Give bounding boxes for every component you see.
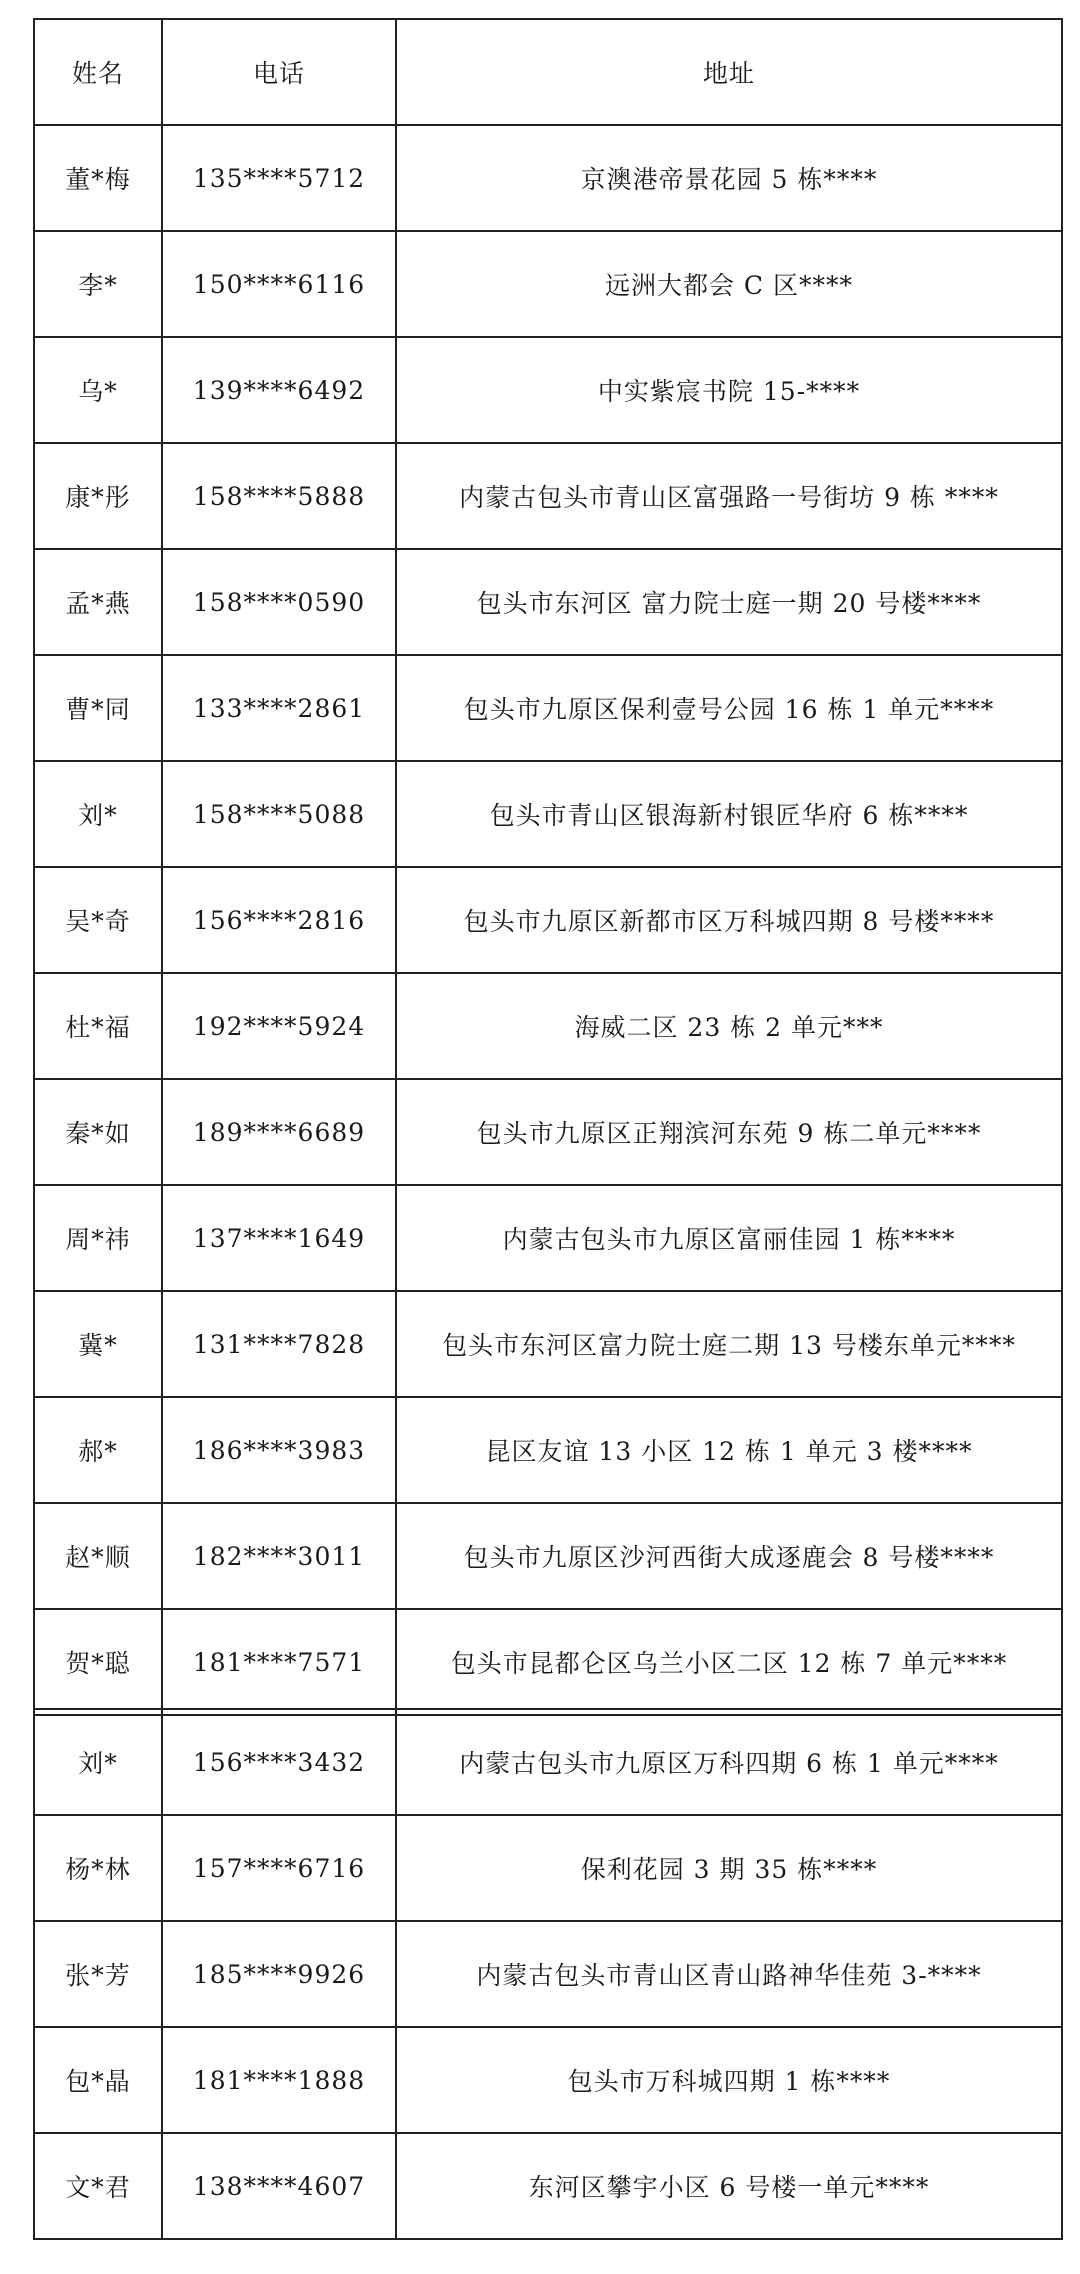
phone-cell: 158****5088 [162, 761, 396, 867]
address-cell: 内蒙古包头市九原区富丽佳园 1 栋**** [396, 1185, 1062, 1291]
table-row [34, 1709, 1062, 1815]
table-row [34, 1291, 1062, 1397]
name-cell: 周*祎 [34, 1185, 162, 1291]
address-cell: 京澳港帝景花园 5 栋**** [396, 125, 1062, 231]
name-cell: 吴*奇 [34, 867, 162, 973]
table-row [34, 1397, 1062, 1503]
address-cell: 保利花园 3 期 35 栋**** [396, 1815, 1062, 1921]
address-cell: 内蒙古包头市青山区青山路神华佳苑 3-**** [396, 1921, 1062, 2027]
table-row [34, 1503, 1062, 1609]
address-cell: 包头市东河区 富力院士庭一期 20 号楼**** [396, 549, 1062, 655]
table-row [34, 1815, 1062, 1921]
info-table-part-2 [33, 1708, 1063, 2240]
name-cell: 冀* [34, 1291, 162, 1397]
address-cell: 包头市东河区富力院士庭二期 13 号楼东单元**** [396, 1291, 1062, 1397]
info-table-part-1 [33, 18, 1063, 1716]
phone-cell: 157****6716 [162, 1815, 396, 1921]
phone-cell: 139****6492 [162, 337, 396, 443]
phone-cell: 131****7828 [162, 1291, 396, 1397]
phone-cell: 138****4607 [162, 2133, 396, 2239]
table-row [34, 1079, 1062, 1185]
address-cell: 内蒙古包头市青山区富强路一号街坊 9 栋 **** [396, 443, 1062, 549]
address-cell: 海威二区 23 栋 2 单元*** [396, 973, 1062, 1079]
table-row [34, 973, 1062, 1079]
address-cell: 包头市九原区保利壹号公园 16 栋 1 单元**** [396, 655, 1062, 761]
name-cell: 乌* [34, 337, 162, 443]
name-cell: 杜*福 [34, 973, 162, 1079]
name-cell: 曹*同 [34, 655, 162, 761]
table-row [34, 125, 1062, 231]
table-row [34, 655, 1062, 761]
name-cell: 董*梅 [34, 125, 162, 231]
phone-cell: 182****3011 [162, 1503, 396, 1609]
address-cell: 包头市昆都仑区乌兰小区二区 12 栋 7 单元**** [396, 1609, 1062, 1715]
phone-cell: 137****1649 [162, 1185, 396, 1291]
name-cell: 文*君 [34, 2133, 162, 2239]
phone-cell: 181****7571 [162, 1609, 396, 1715]
table-row [34, 337, 1062, 443]
name-cell: 杨*林 [34, 1815, 162, 1921]
table-row [34, 1185, 1062, 1291]
name-cell: 孟*燕 [34, 549, 162, 655]
table-row [34, 2133, 1062, 2239]
name-cell: 赵*顺 [34, 1503, 162, 1609]
table-row [34, 443, 1062, 549]
address-cell: 包头市万科城四期 1 栋**** [396, 2027, 1062, 2133]
name-cell: 包*晶 [34, 2027, 162, 2133]
phone-cell: 133****2861 [162, 655, 396, 761]
table-row [34, 2027, 1062, 2133]
table-row [34, 1921, 1062, 2027]
header-row [34, 19, 1062, 125]
header-name: 姓名 [34, 19, 162, 125]
name-cell: 刘* [34, 1709, 162, 1815]
phone-cell: 186****3983 [162, 1397, 396, 1503]
table-row [34, 549, 1062, 655]
name-cell: 郝* [34, 1397, 162, 1503]
phone-cell: 156****3432 [162, 1709, 396, 1815]
table-body-part-2 [34, 1709, 1062, 2239]
address-cell: 包头市九原区沙河西街大成逐鹿会 8 号楼**** [396, 1503, 1062, 1609]
address-cell: 中实紫宸书院 15-**** [396, 337, 1062, 443]
phone-cell: 158****5888 [162, 443, 396, 549]
name-cell: 贺*聪 [34, 1609, 162, 1715]
table-body-part-1 [34, 19, 1062, 1715]
phone-cell: 158****0590 [162, 549, 396, 655]
header-address: 地址 [396, 19, 1062, 125]
phone-cell: 192****5924 [162, 973, 396, 1079]
name-cell: 秦*如 [34, 1079, 162, 1185]
table-row [34, 867, 1062, 973]
name-cell: 李* [34, 231, 162, 337]
phone-cell: 181****1888 [162, 2027, 396, 2133]
name-cell: 刘* [34, 761, 162, 867]
header-phone: 电话 [162, 19, 396, 125]
address-cell: 包头市青山区银海新村银匠华府 6 栋**** [396, 761, 1062, 867]
address-cell: 昆区友谊 13 小区 12 栋 1 单元 3 楼**** [396, 1397, 1062, 1503]
phone-cell: 189****6689 [162, 1079, 396, 1185]
address-cell: 远洲大都会 C 区**** [396, 231, 1062, 337]
address-cell: 内蒙古包头市九原区万科四期 6 栋 1 单元**** [396, 1709, 1062, 1815]
phone-cell: 135****5712 [162, 125, 396, 231]
name-cell: 康*彤 [34, 443, 162, 549]
table-row [34, 231, 1062, 337]
address-cell: 包头市九原区新都市区万科城四期 8 号楼**** [396, 867, 1062, 973]
phone-cell: 156****2816 [162, 867, 396, 973]
table-row [34, 1609, 1062, 1715]
phone-cell: 150****6116 [162, 231, 396, 337]
phone-cell: 185****9926 [162, 1921, 396, 2027]
address-cell: 东河区攀宇小区 6 号楼一单元**** [396, 2133, 1062, 2239]
name-cell: 张*芳 [34, 1921, 162, 2027]
table-row [34, 761, 1062, 867]
address-cell: 包头市九原区正翔滨河东苑 9 栋二单元**** [396, 1079, 1062, 1185]
